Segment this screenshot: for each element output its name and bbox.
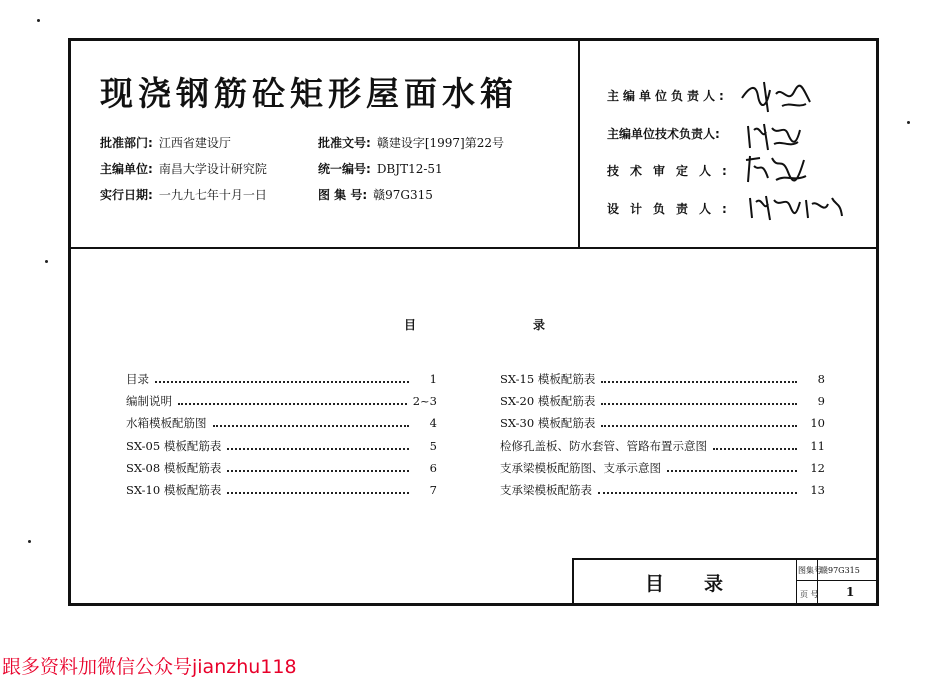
toc-item[interactable]: 目录 1 <box>126 372 437 386</box>
title-block-border <box>796 558 797 606</box>
effective-date: 实行日期: 一九九七年十月一日 <box>100 188 267 202</box>
toc-heading-right: 录 <box>533 318 546 332</box>
tech-chief-label: 主编单位技术负责人: <box>607 127 720 141</box>
toc-item[interactable]: SX-15 模板配筋表 8 <box>500 372 825 386</box>
document-title: 现浇钢筋砼矩形屋面水箱 <box>100 74 518 113</box>
toc-item[interactable]: 支承梁模板配筋图、支承示意图 12 <box>500 461 825 475</box>
title-block-page-label: 页 号 <box>800 590 819 599</box>
atlas-number: 图 集 号: 赣97G315 <box>318 188 433 202</box>
chief-unit-label: 主编单位负责人: <box>607 89 728 103</box>
toc-item[interactable]: 水箱模板配筋图 4 <box>126 416 437 430</box>
title-block-atlas-label: 图集号 <box>798 566 822 575</box>
toc-item[interactable]: 检修孔盖板、防水套管、管路布置示意图 11 <box>500 439 825 453</box>
title-block-atlas-value: 赣97G315 <box>820 566 860 575</box>
header-divider <box>68 247 879 249</box>
unified-number: 统一编号: DBJT12-51 <box>318 162 443 176</box>
header-vertical-divider <box>578 40 580 248</box>
toc-heading-left: 目 <box>404 318 417 332</box>
toc-item[interactable]: SX-05 模板配筋表 5 <box>126 439 437 453</box>
title-block-border <box>796 580 879 581</box>
scan-speck <box>45 260 48 263</box>
toc-item[interactable]: 支承梁模板配筋表 13 <box>500 483 825 497</box>
design-lead-label: 设计负责人: <box>607 202 738 216</box>
scan-speck <box>907 121 910 124</box>
signature-design-lead <box>746 192 846 222</box>
approval-doc: 批准文号: 赣建设字[1997]第22号 <box>318 136 504 150</box>
scan-speck <box>37 19 40 22</box>
signature-tech-review <box>742 150 812 186</box>
signature-chief-unit <box>736 76 816 116</box>
tech-review-label: 技术审定人: <box>607 164 738 178</box>
toc-item[interactable]: SX-10 模板配筋表 7 <box>126 483 437 497</box>
toc-item[interactable]: SX-20 模板配筋表 9 <box>500 394 825 408</box>
toc-item[interactable]: 编制说明 2~3 <box>126 394 437 408</box>
toc-item[interactable]: SX-30 模板配筋表 10 <box>500 416 825 430</box>
signature-tech-chief <box>744 118 804 154</box>
toc-item[interactable]: SX-08 模板配筋表 6 <box>126 461 437 475</box>
title-block-title: 目录 <box>644 572 763 595</box>
watermark-text: 跟多资料加微信公众号jianzhu118 <box>2 656 297 678</box>
title-block-page-value: 1 <box>846 585 855 599</box>
editor-unit: 主编单位: 南昌大学设计研究院 <box>100 162 267 176</box>
scan-speck <box>28 540 31 543</box>
approval-dept: 批准部门: 江西省建设厅 <box>100 136 231 150</box>
